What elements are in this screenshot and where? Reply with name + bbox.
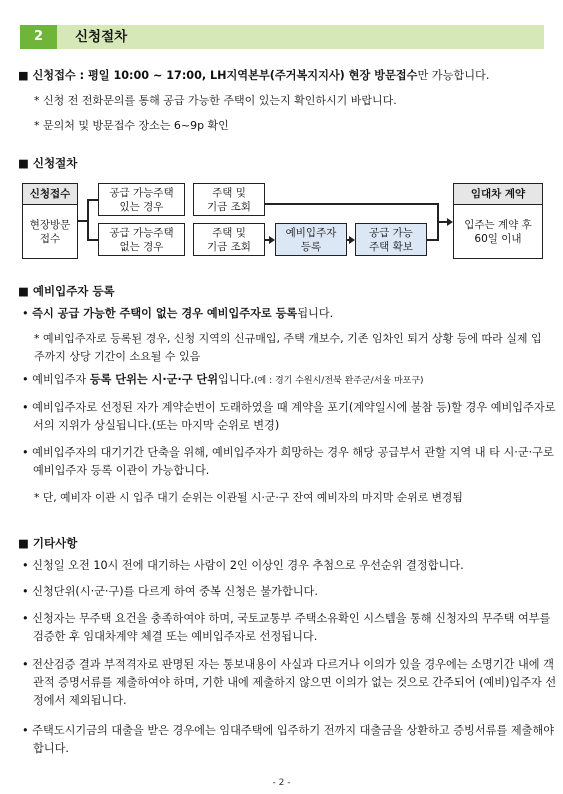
flow-top-case: 공급 가능주택 있는 경우	[98, 183, 185, 216]
connector-line	[87, 239, 98, 241]
flow-reserve-register: 예비입주자 등록	[275, 223, 347, 256]
reserve-bullet-3: • 예비입주자로 선정된 자가 계약순번이 도래하였을 때 계약을 포기(계약일시에 불참 등)할 경우 예비입주자로서의 지위가 상실됩니다.(또는 마지막 순위로 변경)	[22, 401, 556, 432]
misc-bullet-1: • 신청일 오전 10시 전에 대기하는 사람이 2인 이상인 경우 추첨으로 우선순위 결정합니다.	[22, 559, 464, 572]
apply-reception-bold: 신청접수 : 평일 10:00 ~ 17:00, LH지역본부(주거복지지사) 현장 방문접수	[32, 69, 418, 82]
flow-top-check: 주택 및 기금 조회	[193, 183, 265, 216]
connector-line	[87, 199, 98, 201]
flow-bottom-check: 주택 및 기금 조회	[193, 223, 265, 256]
arrow-right-icon	[447, 218, 453, 226]
procedure-heading: ■ 신청절차	[18, 156, 78, 170]
connector-line	[87, 199, 89, 240]
connector-line	[265, 203, 438, 205]
flow-contract-head: 임대차 계약	[453, 183, 543, 205]
apply-reception-line: ■ 신청접수 : 평일 10:00 ~ 17:00, LH지역본부(주거복지지사) 현장 방문접수만 가능합니다.	[18, 69, 490, 82]
reserve-bullet-2: • 예비입주자 등록 단위는 시·군·구 단위입니다.(예 : 경기 수원시/전북 완주군/서울 마포구)	[22, 373, 424, 386]
note-inquiry-places: * 문의처 및 방문접수 장소는 6~9p 확인	[34, 119, 229, 132]
reserve-bullet-1: • 즉시 공급 가능한 주택이 없는 경우 예비입주자로 등록됩니다.	[22, 307, 334, 320]
flow-apply-body: 현장방문 접수	[22, 204, 78, 259]
reserve-bullet-4: • 예비입주자의 대기기간 단축을 위해, 예비입주자가 희망하는 경우 해당 공급부서 관할 지역 내 타 시·군·구로 예비입주자 등록 이관이 가능합니다.	[22, 446, 554, 477]
page-number: - 2 -	[272, 778, 291, 788]
arrow-right-icon	[349, 236, 355, 244]
misc-bullet-2: • 신청단위(시·군·구)를 다르게 하여 중복 신청은 불가합니다.	[22, 585, 318, 598]
section-number: 2	[20, 25, 57, 49]
misc-bullet-5: • 주택도시기금의 대출을 받은 경우에는 임대주택에 입주하기 전까지 대출금을 상환하고 증빙서류를 제출해야 합니다.	[22, 724, 555, 755]
reserve-heading: ■ 예비입주자 등록	[18, 284, 115, 298]
flow-apply-head: 신청접수	[22, 183, 78, 205]
note-phone-inquiry: * 신청 전 전화문의를 통해 공급 가능한 주택이 있는지 확인하시기 바랍니다.	[34, 94, 397, 107]
misc-bullet-3: • 신청자는 무주택 요건을 충족하여야 하며, 국토교통부 주택소유확인 시스템을 통해 신청자의 무주택 여부를 검증한 후 임대차계약 체결 또는 예비입주자로 선정됩니다.	[22, 612, 551, 643]
flow-bottom-case: 공급 가능주택 없는 경우	[98, 223, 185, 256]
section-title: 신청절차	[75, 29, 128, 45]
reserve-note-2: * 단, 예비자 이관 시 입주 대기 순위는 이관될 시·군·구 잔여 예비자의 마지막 순위로 변경됨	[34, 491, 463, 504]
reserve-note-1: * 예비입주자로 등록된 경우, 신청 지역의 신규매입, 주택 개보수, 기존 임차인 퇴거 상황 등에 따라 실제 입주까지 상당 기간이 소요될 수 있음	[34, 332, 542, 363]
arrow-right-icon	[269, 236, 275, 244]
connector-line	[437, 221, 447, 223]
flow-secure-housing: 공급 가능 주택 확보	[355, 223, 427, 256]
flow-contract-body: 입주는 계약 후 60일 이내	[453, 204, 543, 259]
misc-bullet-4: • 전산검증 결과 부적격자로 판명된 자는 통보내용이 사실과 다르거나 이의가 있을 경우에는 소명기간 내에 객관적 증명서류를 제출하여야 하며, 기한 내에 제출하지 않으면 이의가 없는 것으로 간주되어 (예비)입주자 선정에서 제외됩니다.	[22, 658, 557, 707]
misc-heading: ■ 기타사항	[18, 536, 78, 550]
